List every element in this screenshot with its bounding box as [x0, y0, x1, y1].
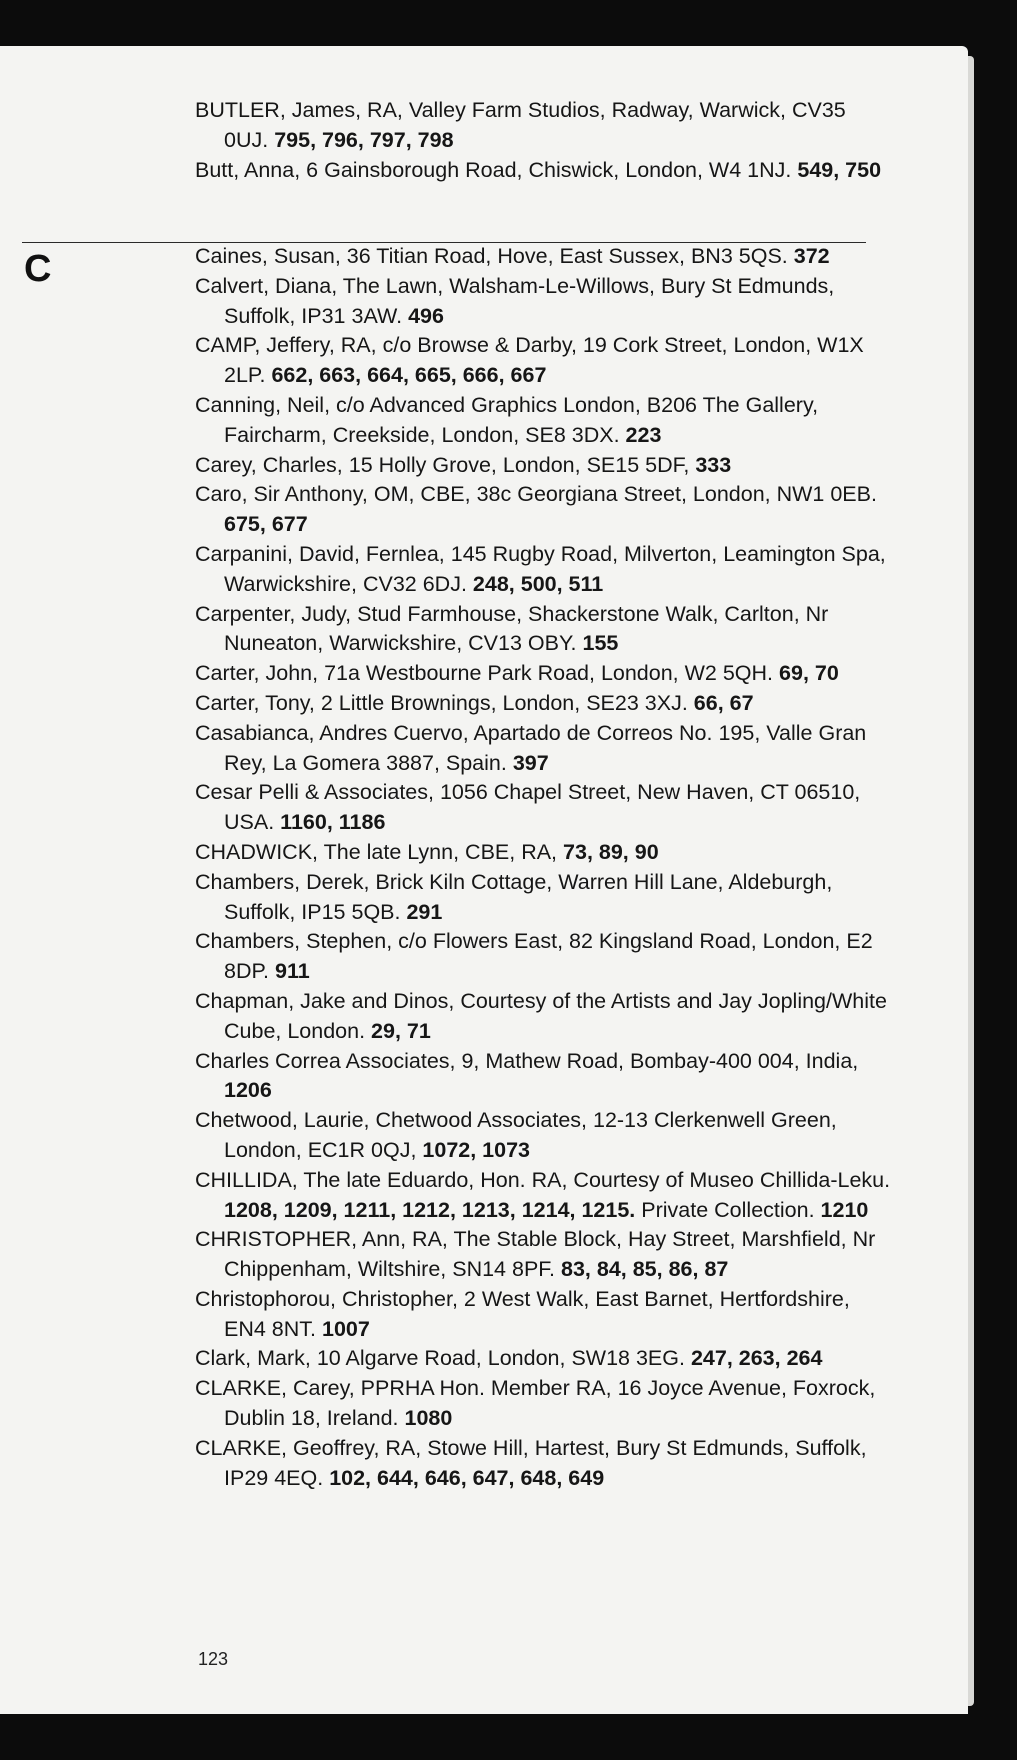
page-refs: 496: [408, 303, 444, 328]
entries-top: [195, 96, 895, 185]
index-entry: CHRISTOPHER, Ann, RA, The Stable Block, Hay Street, Marshfield, Nr Chippenham, Wiltshire, SN14 8PF. 83, 84, 85, 86, 87: [195, 1227, 876, 1282]
index-entry: BUTLER, James, RA, Valley Farm Studios, Radway, Warwick, CV35 0UJ. 795, 796, 797, 798: [195, 98, 846, 152]
page-refs: 291: [406, 899, 443, 924]
index-entry: Carter, Tony, 2 Little Brownings, London, SE23 3XJ. 66, 67: [195, 690, 754, 715]
index-entry: CLARKE, Geoffrey, RA, Stowe Hill, Hartest, Bury St Edmunds, Suffolk, IP29 4EQ. 102, 644, 646, 647, 648, 649: [195, 1435, 867, 1490]
index-entry: Chambers, Derek, Brick Kiln Cottage, Warren Hill Lane, Aldeburgh, Suffolk, IP15 5QB. 291: [195, 869, 833, 924]
index-entry: CLARKE, Carey, PPRHA Hon. Member RA, 16 Joyce Avenue, Foxrock, Dublin 18, Ireland. 1080: [195, 1376, 876, 1431]
index-entry: CAMP, Jeffery, RA, c/o Browse & Darby, 19 Cork Street, London, W1X 2LP. 662, 663, 664, 665, 666, 667: [195, 333, 864, 388]
page-refs: 1206: [224, 1078, 272, 1103]
page-refs: 1208, 1209, 1211, 1212, 1213, 1214, 1215.: [224, 1197, 636, 1222]
index-entry: Caines, Susan, 36 Titian Road, Hove, East Sussex, BN3 5QS. 372: [195, 244, 830, 268]
page-refs: 155: [582, 631, 619, 656]
page-refs: 662, 663, 664, 665, 666, 667: [271, 363, 547, 388]
page-number: 123: [198, 1649, 229, 1669]
page-refs: 549, 750: [797, 157, 882, 182]
page-refs: 223: [625, 422, 662, 447]
index-entry: Casabianca, Andres Cuervo, Apartado de Correos No. 195, Valle Gran Rey, La Gomera 3887, Spain. 397: [195, 720, 867, 775]
index-page: [0, 46, 968, 1714]
page-refs: 795, 796, 797, 798: [274, 127, 454, 152]
section-letter: C: [24, 248, 52, 290]
page-refs: 1210: [820, 1197, 869, 1222]
index-entry: Carpenter, Judy, Stud Farmhouse, Shackerstone Walk, Carlton, Nr Nuneaton, Warwickshire, CV13 OBY. 155: [195, 601, 829, 656]
page-refs: 1080: [404, 1406, 453, 1431]
index-entry: Christophorou, Christopher, 2 West Walk, East Barnet, Hertfordshire, EN4 8NT. 1007: [195, 1286, 850, 1341]
entries-c: [195, 242, 895, 1493]
index-entry: Chambers, Stephen, c/o Flowers East, 82 Kingsland Road, London, E2 8DP. 911: [195, 929, 873, 984]
index-entry: Carter, John, 71a Westbourne Park Road, London, W2 5QH. 69, 70: [195, 661, 839, 686]
index-entry: Carpanini, David, Fernlea, 145 Rugby Road, Milverton, Leamington Spa, Warwickshire, CV32 6DJ. 248, 500, 511: [195, 541, 886, 596]
index-entry: Cesar Pelli & Associates, 1056 Chapel Street, New Haven, CT 06510, USA. 1160, 1186: [195, 780, 861, 835]
page-refs: 102, 644, 646, 647, 648, 649: [329, 1465, 605, 1490]
page-refs: 66, 67: [693, 690, 754, 715]
page-refs: 69, 70: [779, 661, 839, 686]
index-entry: Butt, Anna, 6 Gainsborough Road, Chiswick, London, W4 1NJ. 549, 750: [195, 157, 882, 182]
page-refs: 372: [793, 244, 830, 268]
page-refs: 1007: [322, 1316, 370, 1341]
index-entry: Clark, Mark, 10 Algarve Road, London, SW18 3EG. 247, 263, 264: [195, 1346, 823, 1371]
page-refs: 911: [275, 959, 310, 984]
index-entry: CHILLIDA, The late Eduardo, Hon. RA, Courtesy of Museo Chillida-Leku. 1208, 1209, 1211, 1212, 1213, 1214, 1215. Private Collection. 1210: [195, 1167, 891, 1222]
page-refs: 397: [512, 750, 549, 775]
page-refs: 248, 500, 511: [472, 571, 604, 596]
index-entry: CHADWICK, The late Lynn, CBE, RA, 73, 89, 90: [195, 839, 659, 864]
index-entry: Canning, Neil, c/o Advanced Graphics London, B206 The Gallery, Faircharm, Creekside, London, SE8 3DX. 223: [195, 392, 819, 447]
index-entry: Charles Correa Associates, 9, Mathew Road, Bombay-400 004, India, 1206: [195, 1048, 859, 1103]
index-entry: Chapman, Jake and Dinos, Courtesy of the Artists and Jay Jopling/White Cube, London. 29, 71: [195, 988, 887, 1043]
index-entry: Chetwood, Laurie, Chetwood Associates, 12-13 Clerkenwell Green, London, EC1R 0QJ, 1072, 1073: [195, 1108, 837, 1162]
page-refs: 333: [695, 452, 732, 477]
page-refs: 73, 89, 90: [563, 839, 659, 864]
index-entry: Calvert, Diana, The Lawn, Walsham-Le-Willows, Bury St Edmunds, Suffolk, IP31 3AW. 496: [195, 273, 835, 328]
page-refs: 83, 84, 85, 86, 87: [561, 1257, 729, 1282]
page-refs: 1160, 1186: [280, 810, 386, 835]
page-refs: 1072, 1073: [422, 1137, 531, 1162]
page-refs: 247, 263, 264: [690, 1346, 823, 1371]
page-refs: 675, 677: [224, 512, 308, 537]
index-entry: Carey, Charles, 15 Holly Grove, London, SE15 5DF, 333: [195, 452, 732, 477]
index-entry: Caro, Sir Anthony, OM, CBE, 38c Georgiana Street, London, NW1 0EB. 675, 677: [195, 482, 877, 537]
page-refs: 29, 71: [371, 1018, 431, 1043]
